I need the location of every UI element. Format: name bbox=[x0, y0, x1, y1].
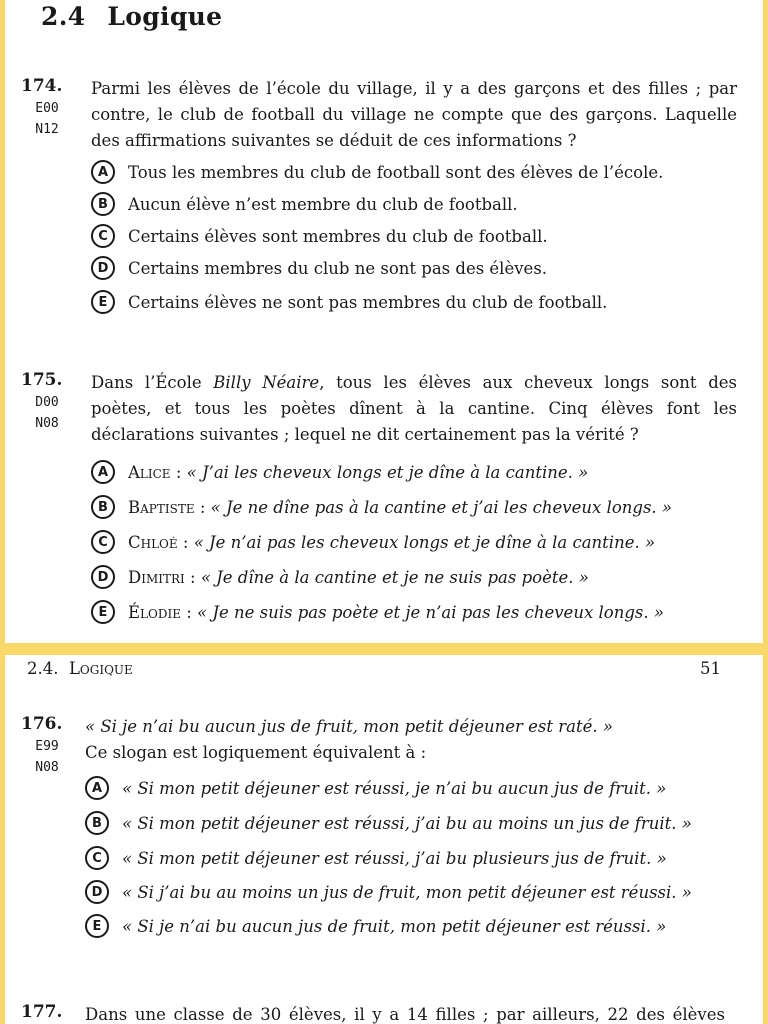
running-head-title: 2.4. Logique bbox=[27, 659, 133, 678]
choice-d[interactable]: D Dimitri : « Je dîne à la cantine et je ne suis pas poète. » bbox=[91, 565, 589, 589]
statement-line: contre, le club de football du village ne compte que des garçons. Laquelle bbox=[91, 105, 737, 124]
choice-e[interactable] bbox=[91, 290, 607, 314]
choice-text: « Si je n’ai bu aucun jus de fruit, mon petit déjeuner est réussi. » bbox=[122, 916, 667, 936]
section-number: 2.4 bbox=[41, 2, 86, 31]
choice-letter-badge: D bbox=[91, 565, 115, 589]
choice-letter-badge: B bbox=[91, 192, 115, 216]
section-name: Logique bbox=[107, 2, 223, 31]
statement-line: poètes, et tous les poètes dînent à la cantine. Cinq élèves font les bbox=[91, 399, 737, 418]
choice-letter-badge: E bbox=[85, 914, 109, 938]
speaker-name: Dimitri bbox=[128, 567, 185, 587]
choice-text: Tous les membres du club de football sont des élèves de l’école. bbox=[128, 162, 664, 182]
problem-code: N12 bbox=[35, 122, 59, 137]
choice-b[interactable]: B Baptiste : « Je ne dîne pas à la cantine et j’ai les cheveux longs. » bbox=[91, 495, 672, 519]
running-head bbox=[27, 659, 721, 678]
choice-a[interactable]: A Alice : « J’ai les cheveux longs et je dîne à la cantine. » bbox=[91, 460, 588, 484]
choice-a[interactable] bbox=[85, 776, 666, 800]
problem-statement bbox=[91, 76, 737, 154]
choice-text: « Si mon petit déjeuner est réussi, j’ai bu plusieurs jus de fruit. » bbox=[122, 848, 667, 868]
choice-e[interactable] bbox=[85, 914, 666, 938]
statement-text: , tous les élèves aux cheveux longs sont des bbox=[319, 373, 738, 392]
choice-quote: « Je n’ai pas les cheveux longs et je dîne à la cantine. » bbox=[193, 532, 656, 552]
problem-code: N08 bbox=[35, 416, 59, 431]
page-lower bbox=[5, 655, 763, 1024]
choice-text: Certains élèves sont membres du club de football. bbox=[128, 226, 548, 246]
choice-text: Certains élèves ne sont pas membres du club de football. bbox=[128, 292, 608, 312]
statement-line: déclarations suivantes ; lequel ne dit certainement pas la vérité ? bbox=[91, 425, 639, 444]
speaker-name: Alice bbox=[128, 462, 171, 482]
choice-c[interactable]: C Chloé : « Je n’ai pas les cheveux longs et je dîne à la cantine. » bbox=[91, 530, 655, 554]
choice-d[interactable] bbox=[91, 256, 547, 280]
problem-code: D00 bbox=[35, 395, 59, 410]
problem-number: 177. bbox=[21, 1002, 63, 1022]
choice-b[interactable] bbox=[85, 811, 692, 835]
choice-quote: « Je ne suis pas poète et je n’ai pas les cheveux longs. » bbox=[197, 602, 664, 622]
school-name: Billy Néaire bbox=[213, 373, 320, 392]
problem-statement bbox=[85, 714, 725, 766]
choice-letter-badge: A bbox=[85, 776, 109, 800]
statement-line: des affirmations suivantes se déduit de ces informations ? bbox=[91, 131, 577, 150]
problem-number: 175. bbox=[21, 370, 63, 390]
choice-text: « Si mon petit déjeuner est réussi, j’ai bu au moins un jus de fruit. » bbox=[122, 813, 692, 833]
choice-e[interactable]: E Élodie : « Je ne suis pas poète et je n’ai pas les cheveux longs. » bbox=[91, 600, 664, 624]
problem-statement bbox=[85, 1002, 725, 1024]
choice-letter-badge: B bbox=[85, 811, 109, 835]
statement-line bbox=[91, 370, 737, 396]
choice-letter-badge: A bbox=[91, 160, 115, 184]
problem-code: E00 bbox=[35, 101, 59, 116]
statement-text: Dans l’École bbox=[91, 373, 214, 392]
statement-line: Ce slogan est logiquement équivalent à : bbox=[85, 743, 427, 762]
problem-statement bbox=[91, 370, 737, 448]
slogan-quote: « Si je n’ai bu aucun jus de fruit, mon petit déjeuner est raté. » bbox=[85, 717, 613, 736]
choice-letter-badge: D bbox=[85, 880, 109, 904]
page-upper bbox=[5, 0, 763, 643]
speaker-name: Chloé bbox=[128, 532, 178, 552]
statement-line: Parmi les élèves de l’école du village, il y a des garçons et des filles ; par bbox=[91, 79, 737, 98]
choice-text: « Si j’ai bu au moins un jus de fruit, mon petit déjeuner est réussi. » bbox=[122, 882, 692, 902]
problem-number: 176. bbox=[21, 714, 63, 734]
choice-quote: « Je dîne à la cantine et je ne suis pas poète. » bbox=[200, 567, 589, 587]
choice-letter-badge: E bbox=[91, 290, 115, 314]
choice-letter-badge: B bbox=[91, 495, 115, 519]
choice-letter-badge: C bbox=[91, 224, 115, 248]
choice-text: Certains membres du club ne sont pas des élèves. bbox=[128, 258, 548, 278]
choice-letter-badge: C bbox=[91, 530, 115, 554]
choice-quote: « Je ne dîne pas à la cantine et j’ai les cheveux longs. » bbox=[210, 497, 673, 517]
choice-letter-badge: E bbox=[91, 600, 115, 624]
choice-text: « Si mon petit déjeuner est réussi, je n’ai bu aucun jus de fruit. » bbox=[122, 778, 667, 798]
speaker-name: Élodie bbox=[128, 602, 181, 622]
choice-text: Aucun élève n’est membre du club de football. bbox=[128, 194, 518, 214]
choice-d[interactable] bbox=[85, 880, 692, 904]
section-title bbox=[41, 2, 222, 31]
choice-c[interactable] bbox=[85, 846, 667, 870]
choice-c[interactable] bbox=[91, 224, 548, 248]
choice-a[interactable] bbox=[91, 160, 663, 184]
problem-number: 174. bbox=[21, 76, 63, 96]
choice-letter-badge: D bbox=[91, 256, 115, 280]
choice-letter-badge: C bbox=[85, 846, 109, 870]
page-number: 51 bbox=[700, 659, 721, 678]
choice-b[interactable] bbox=[91, 192, 518, 216]
problem-code: N08 bbox=[35, 760, 59, 775]
choice-letter-badge: A bbox=[91, 460, 115, 484]
choice-quote: « J’ai les cheveux longs et je dîne à la cantine. » bbox=[186, 462, 589, 482]
problem-code: E99 bbox=[35, 739, 59, 754]
statement-line: Dans une classe de 30 élèves, il y a 14 filles ; par ailleurs, 22 des élèves bbox=[85, 1005, 725, 1024]
speaker-name: Baptiste bbox=[128, 497, 195, 517]
